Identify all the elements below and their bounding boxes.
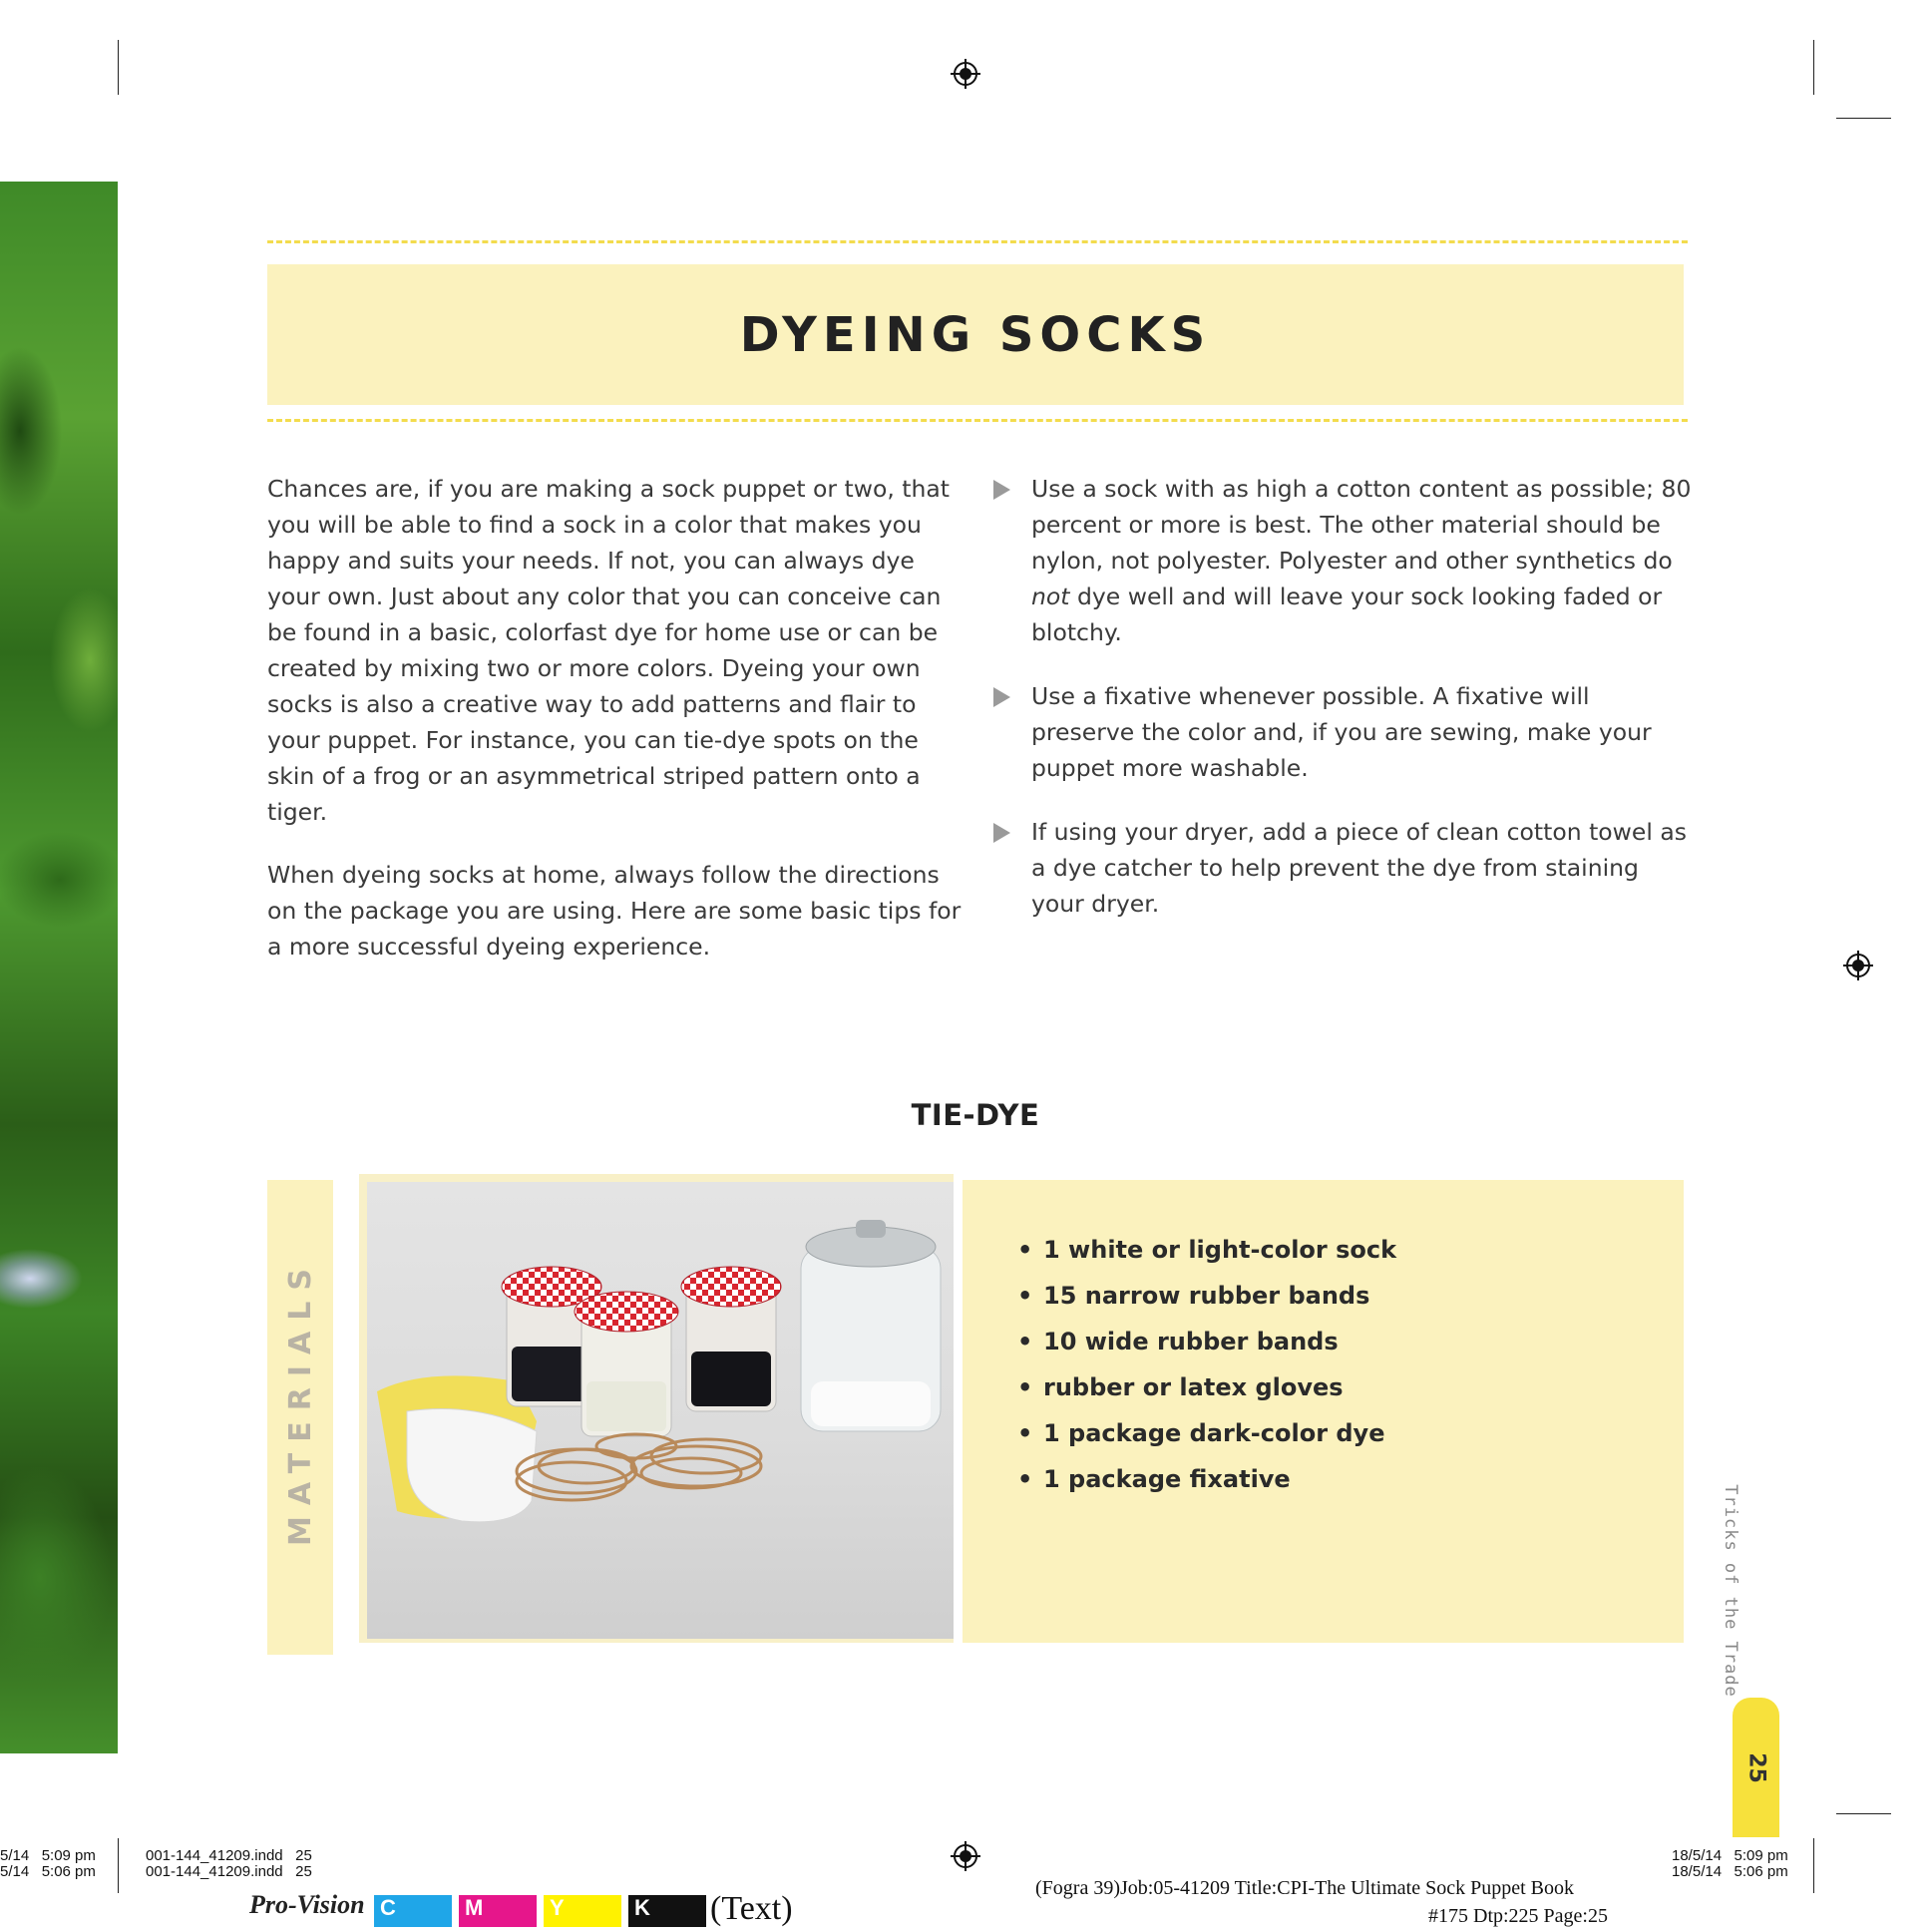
title-banner [267, 264, 1684, 405]
list-item: • 15 narrow rubber bands [1017, 1273, 1396, 1319]
crop-mark-bottom-left [118, 1838, 119, 1893]
running-title-wrap [1696, 1484, 1765, 1698]
crop-mark-top-left [118, 40, 119, 95]
tip-text: If using your dryer, add a piece of clean cotton towel as a dye catcher to help prevent the dye from staining your dryer. [1031, 818, 1687, 918]
section-heading: TIE-DYE [911, 1098, 1040, 1132]
slug-left-dates: 5/14 5:09 pm 5/14 5:06 pm [0, 1847, 96, 1880]
registration-target-icon [951, 59, 980, 89]
tip-item [993, 814, 1692, 922]
top-dashed-rule [267, 240, 1688, 243]
color-swatch-black: K [628, 1895, 706, 1927]
intro-column [267, 471, 966, 991]
tip-emphasis: not [1031, 582, 1070, 610]
green-photo-strip [0, 182, 118, 1753]
tip-text: Use a sock with as high a cotton content as possible; 80 percent or more is best. The other material should be nylon, not polyester. Polyester and other synthetics do [1031, 475, 1692, 575]
list-item: • 1 package fixative [1017, 1456, 1396, 1502]
slug-job-line: (Fogra 39)Job:05-41209 Title:CPI-The Ultimate Sock Puppet Book [1035, 1877, 1574, 1899]
triangle-bullet-icon [993, 823, 1010, 843]
materials-label-wrap [267, 1180, 333, 1559]
running-title: Tricks of the Trade [1721, 1484, 1740, 1698]
tip-item [993, 471, 1692, 650]
triangle-bullet-icon [993, 480, 1010, 500]
registration-target-icon [951, 1841, 980, 1871]
crop-mark-top-right [1813, 40, 1814, 95]
materials-label: MATERIALS [282, 1258, 318, 1546]
slug-right-dates: 18/5/14 5:09 pm 18/5/14 5:06 pm [1672, 1847, 1788, 1880]
crop-mark-top-right-h [1836, 118, 1891, 119]
tip-text: Use a fixative whenever possible. A fixative will preserve the color and, if you are sewing, make your puppet more washable. [1031, 682, 1652, 782]
tip-text: dye well and will leave your sock looking faded or blotchy. [1031, 582, 1663, 646]
page-title: DYEING SOCKS [739, 306, 1212, 363]
triangle-bullet-icon [993, 687, 1010, 707]
materials-list [1017, 1227, 1396, 1502]
slug-left-files: 001-144_41209.indd 25 001-144_41209.indd 25 [146, 1847, 312, 1880]
list-item: • 10 wide rubber bands [1017, 1319, 1396, 1364]
page-number: 25 [1743, 1752, 1768, 1783]
materials-photo [367, 1182, 954, 1639]
crop-mark-bottom-right [1813, 1838, 1814, 1893]
color-swatch-magenta: M [459, 1895, 537, 1927]
color-swatch-cyan: C [374, 1895, 452, 1927]
intro-paragraph: Chances are, if you are making a sock puppet or two, that you will be able to find a sock in a color that makes you happy and suits your needs. If not, you can always dye your own. Just about any color that you can conceive can be found in a basic, colorfast dye for home use or can be created by mixing two or more colors. Dyeing your own socks is also a creative way to add patterns and flair to your puppet. For instance, you can tie-dye spots on the skin of a frog or an asymmetrical striped pattern onto a tiger. [267, 475, 951, 826]
text-tag: (Text) [710, 1890, 793, 1927]
crop-mark-bottom-right-h [1836, 1813, 1891, 1814]
slug-job-line: #175 Dtp:225 Page:25 [1428, 1905, 1608, 1927]
color-swatch-yellow: Y [544, 1895, 621, 1927]
tips-column [993, 471, 1692, 950]
tip-item [993, 678, 1692, 786]
list-item: • 1 package dark-color dye [1017, 1410, 1396, 1456]
intro-paragraph: When dyeing socks at home, always follow the directions on the package you are using. Here are some basic tips for a more successful dyeing experience. [267, 861, 962, 961]
list-item: • 1 white or light-color sock [1017, 1227, 1396, 1273]
list-item: • rubber or latex gloves [1017, 1364, 1396, 1410]
pro-vision-logo: Pro-Vision [249, 1890, 365, 1919]
bottom-dashed-rule [267, 419, 1688, 422]
page-number-tab [1733, 1698, 1779, 1837]
registration-target-icon [1843, 951, 1873, 980]
